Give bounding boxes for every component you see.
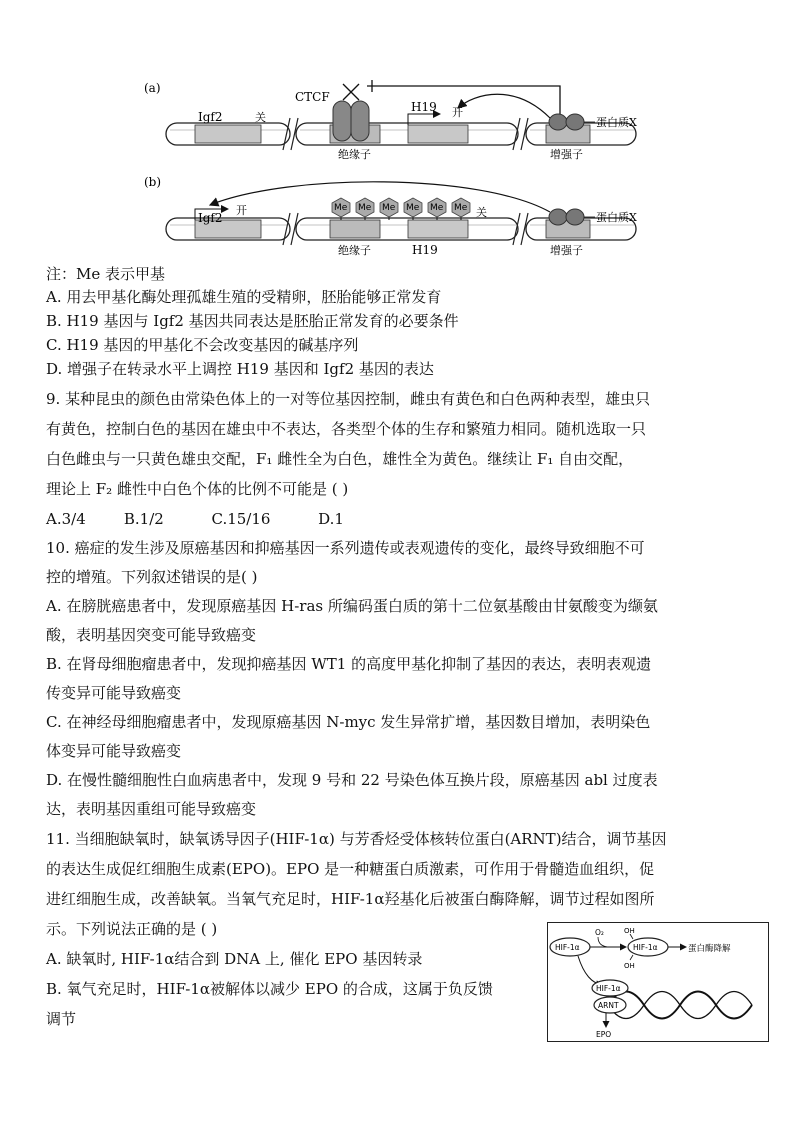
q11-option-b-cont: 调节: [46, 1010, 77, 1028]
figure-note: 注：Me 表示甲基: [46, 265, 166, 283]
q8-option-a: A. 用去甲基化酶处理孤雄生殖的受精卵，胚胎能够正常发育: [46, 288, 442, 306]
methyl-group: [428, 198, 446, 220]
hif-regulation-figure: [547, 922, 769, 1042]
svg-text:ARNT: ARNT: [598, 1001, 619, 1010]
epo-label: EPO: [596, 1030, 612, 1039]
methyl-group: [332, 198, 350, 220]
dna-helix: [608, 992, 752, 1019]
methyl-group: [452, 198, 470, 220]
dna-strand-a-mid: [296, 123, 518, 145]
igf2-state-b: 开: [236, 204, 247, 217]
h19-label-b: H19: [412, 243, 438, 257]
igf2-label-a: Igf2: [198, 110, 223, 124]
methyl-group: [380, 198, 398, 220]
q10-option-b-cont: 传变异可能导致癌变: [46, 684, 182, 702]
dna-strand-b-mid: [296, 218, 518, 240]
ctcf-protein: [333, 101, 369, 141]
panel-b-label: (b): [144, 175, 162, 189]
svg-text:Me: Me: [430, 203, 444, 213]
q8-option-b: B. H19 基因与 Igf2 基因共同表达是胚胎正常发育的必要条件: [46, 312, 459, 330]
o2-label: O₂: [595, 928, 604, 937]
dna-strand-b-left: [166, 218, 290, 240]
q10-option-c: C. 在神经母细胞瘤患者中，发现原癌基因 N-myc 发生异常扩增，基因数目增加，表明染色: [46, 713, 651, 731]
h19-label-a: H19: [411, 100, 437, 114]
q10-option-b: B. 在肾母细胞瘤患者中，发现抑癌基因 WT1 的高度甲基化抑制了基因的表达，表明表观遗: [46, 655, 652, 673]
q9-stem-line: 理论上 F₂ 雌性中白色个体的比例不可能是 ( ): [46, 480, 349, 498]
h19-gene-b: [408, 220, 468, 238]
igf2-state-a: 关: [255, 111, 266, 124]
svg-text:Me: Me: [334, 203, 348, 213]
q11-option-a: A. 缺氧时, HIF-1α结合到 DNA 上, 催化 EPO 基因转录: [46, 950, 423, 968]
block-x-icon: [343, 84, 359, 100]
q11-option-b: B. 氧气充足时，HIF-1α被解体以减少 EPO 的合成，这属于负反馈: [46, 980, 493, 998]
activation-arc-a: [458, 94, 550, 118]
dna-strand-a-left: [166, 123, 290, 145]
q10-stem-line: 10. 癌症的发生涉及原癌基因和抑癌基因一系列遗传或表观遗传的变化，最终导致细胞不可: [46, 539, 645, 557]
ctcf-label: CTCF: [295, 90, 330, 104]
q9-stem-line: 白色雌虫与一只黄色雄虫交配，F₁ 雌性全为白色，雄性全为黄色。继续让 F₁ 自由交配，: [46, 450, 634, 468]
igf2-label-b: Igf2: [198, 211, 223, 225]
q11-stem-line: 进红细胞生成，改善缺氧。当氧气充足时，HIF-1α羟基化后被蛋白酶降解，调节过程如图所: [46, 890, 655, 908]
q9-stem-line: 9. 某种昆虫的颜色由常染色体上的一对等位基因控制，雌虫有黄色和白色两种表型，雄虫只: [46, 390, 651, 408]
insulator-label-b: 绝缘子: [338, 244, 371, 257]
insulator-b: [330, 220, 380, 238]
svg-text:Me: Me: [382, 203, 396, 213]
oh-bottom-label: OH: [624, 962, 635, 970]
insulator-label-a: 绝缘子: [338, 148, 371, 161]
degradation-label: 蛋白酶降解: [688, 944, 731, 954]
svg-text:Me: Me: [358, 203, 372, 213]
hif-diagram: [548, 923, 767, 1040]
q10-option-c-cont: 体变异可能导致癌变: [46, 742, 182, 760]
q9-stem-line: 有黄色，控制白色的基因在雄虫中不表达，各类型个体的生存和繁殖力相同。随机选取一只: [46, 420, 647, 438]
methyl-groups: [332, 198, 470, 220]
svg-text:Me: Me: [406, 203, 420, 213]
igf2-gene-a: [195, 125, 261, 143]
q10-option-d: D. 在慢性髓细胞性白血病患者中，发现 9 号和 22 号染色体互换片段，原癌基因 abl 过度表: [46, 771, 658, 789]
h19-gene-a: [408, 125, 468, 143]
methyl-group: [356, 198, 374, 220]
protein-x-label-b: 蛋白质X: [596, 211, 637, 224]
q11-stem-line: 的表达生成促红细胞生成素(EPO)。EPO 是一种糖蛋白质激素，可作用于骨髓造血组织，促: [46, 860, 655, 878]
q8-option-c: C. H19 基因的甲基化不会改变基因的碱基序列: [46, 336, 359, 354]
panel-a-label: (a): [144, 81, 161, 95]
q8-option-d: D. 增强子在转录水平上调控 H19 基因和 Igf2 基因的表达: [46, 360, 434, 378]
enhancer-label-a: 增强子: [550, 148, 583, 161]
h19-state-a: 开: [452, 106, 463, 119]
h19-state-b: 关: [476, 206, 487, 219]
svg-text:Me: Me: [454, 203, 468, 213]
q11-stem-line: 11. 当细胞缺氧时，缺氧诱导因子(HIF-1α) 与芳香烃受体核转位蛋白(ARNT)结合，调节基因: [46, 830, 667, 848]
q10-option-a-cont: 酸，表明基因突变可能导致癌变: [46, 626, 257, 644]
svg-text:HIF-1α: HIF-1α: [555, 943, 580, 952]
gene-regulation-figure: [140, 78, 680, 263]
q10-stem-line: 控的增殖。下列叙述错误的是( ): [46, 568, 258, 586]
q10-option-a: A. 在膀胱癌患者中，发现原癌基因 H-ras 所编码蛋白质的第十二位氨基酸由甘氨酸变为缬氨: [46, 597, 658, 615]
enhancer-label-b: 增强子: [550, 244, 583, 257]
q10-option-d-cont: 达，表明基因重组可能导致癌变: [46, 800, 257, 818]
methyl-group: [404, 198, 422, 220]
q9-options: A.3/4 B.1/2 C.15/16 D.1: [46, 510, 344, 528]
inhibition-line-a: [367, 80, 560, 120]
oh-top-label: OH: [624, 927, 635, 935]
protein-x-label-a: 蛋白质X: [596, 116, 637, 129]
svg-text:HIF-1α: HIF-1α: [596, 984, 621, 993]
svg-text:HIF-1α: HIF-1α: [633, 943, 658, 952]
q11-stem-line: 示。下列说法正确的是 ( ): [46, 920, 218, 938]
